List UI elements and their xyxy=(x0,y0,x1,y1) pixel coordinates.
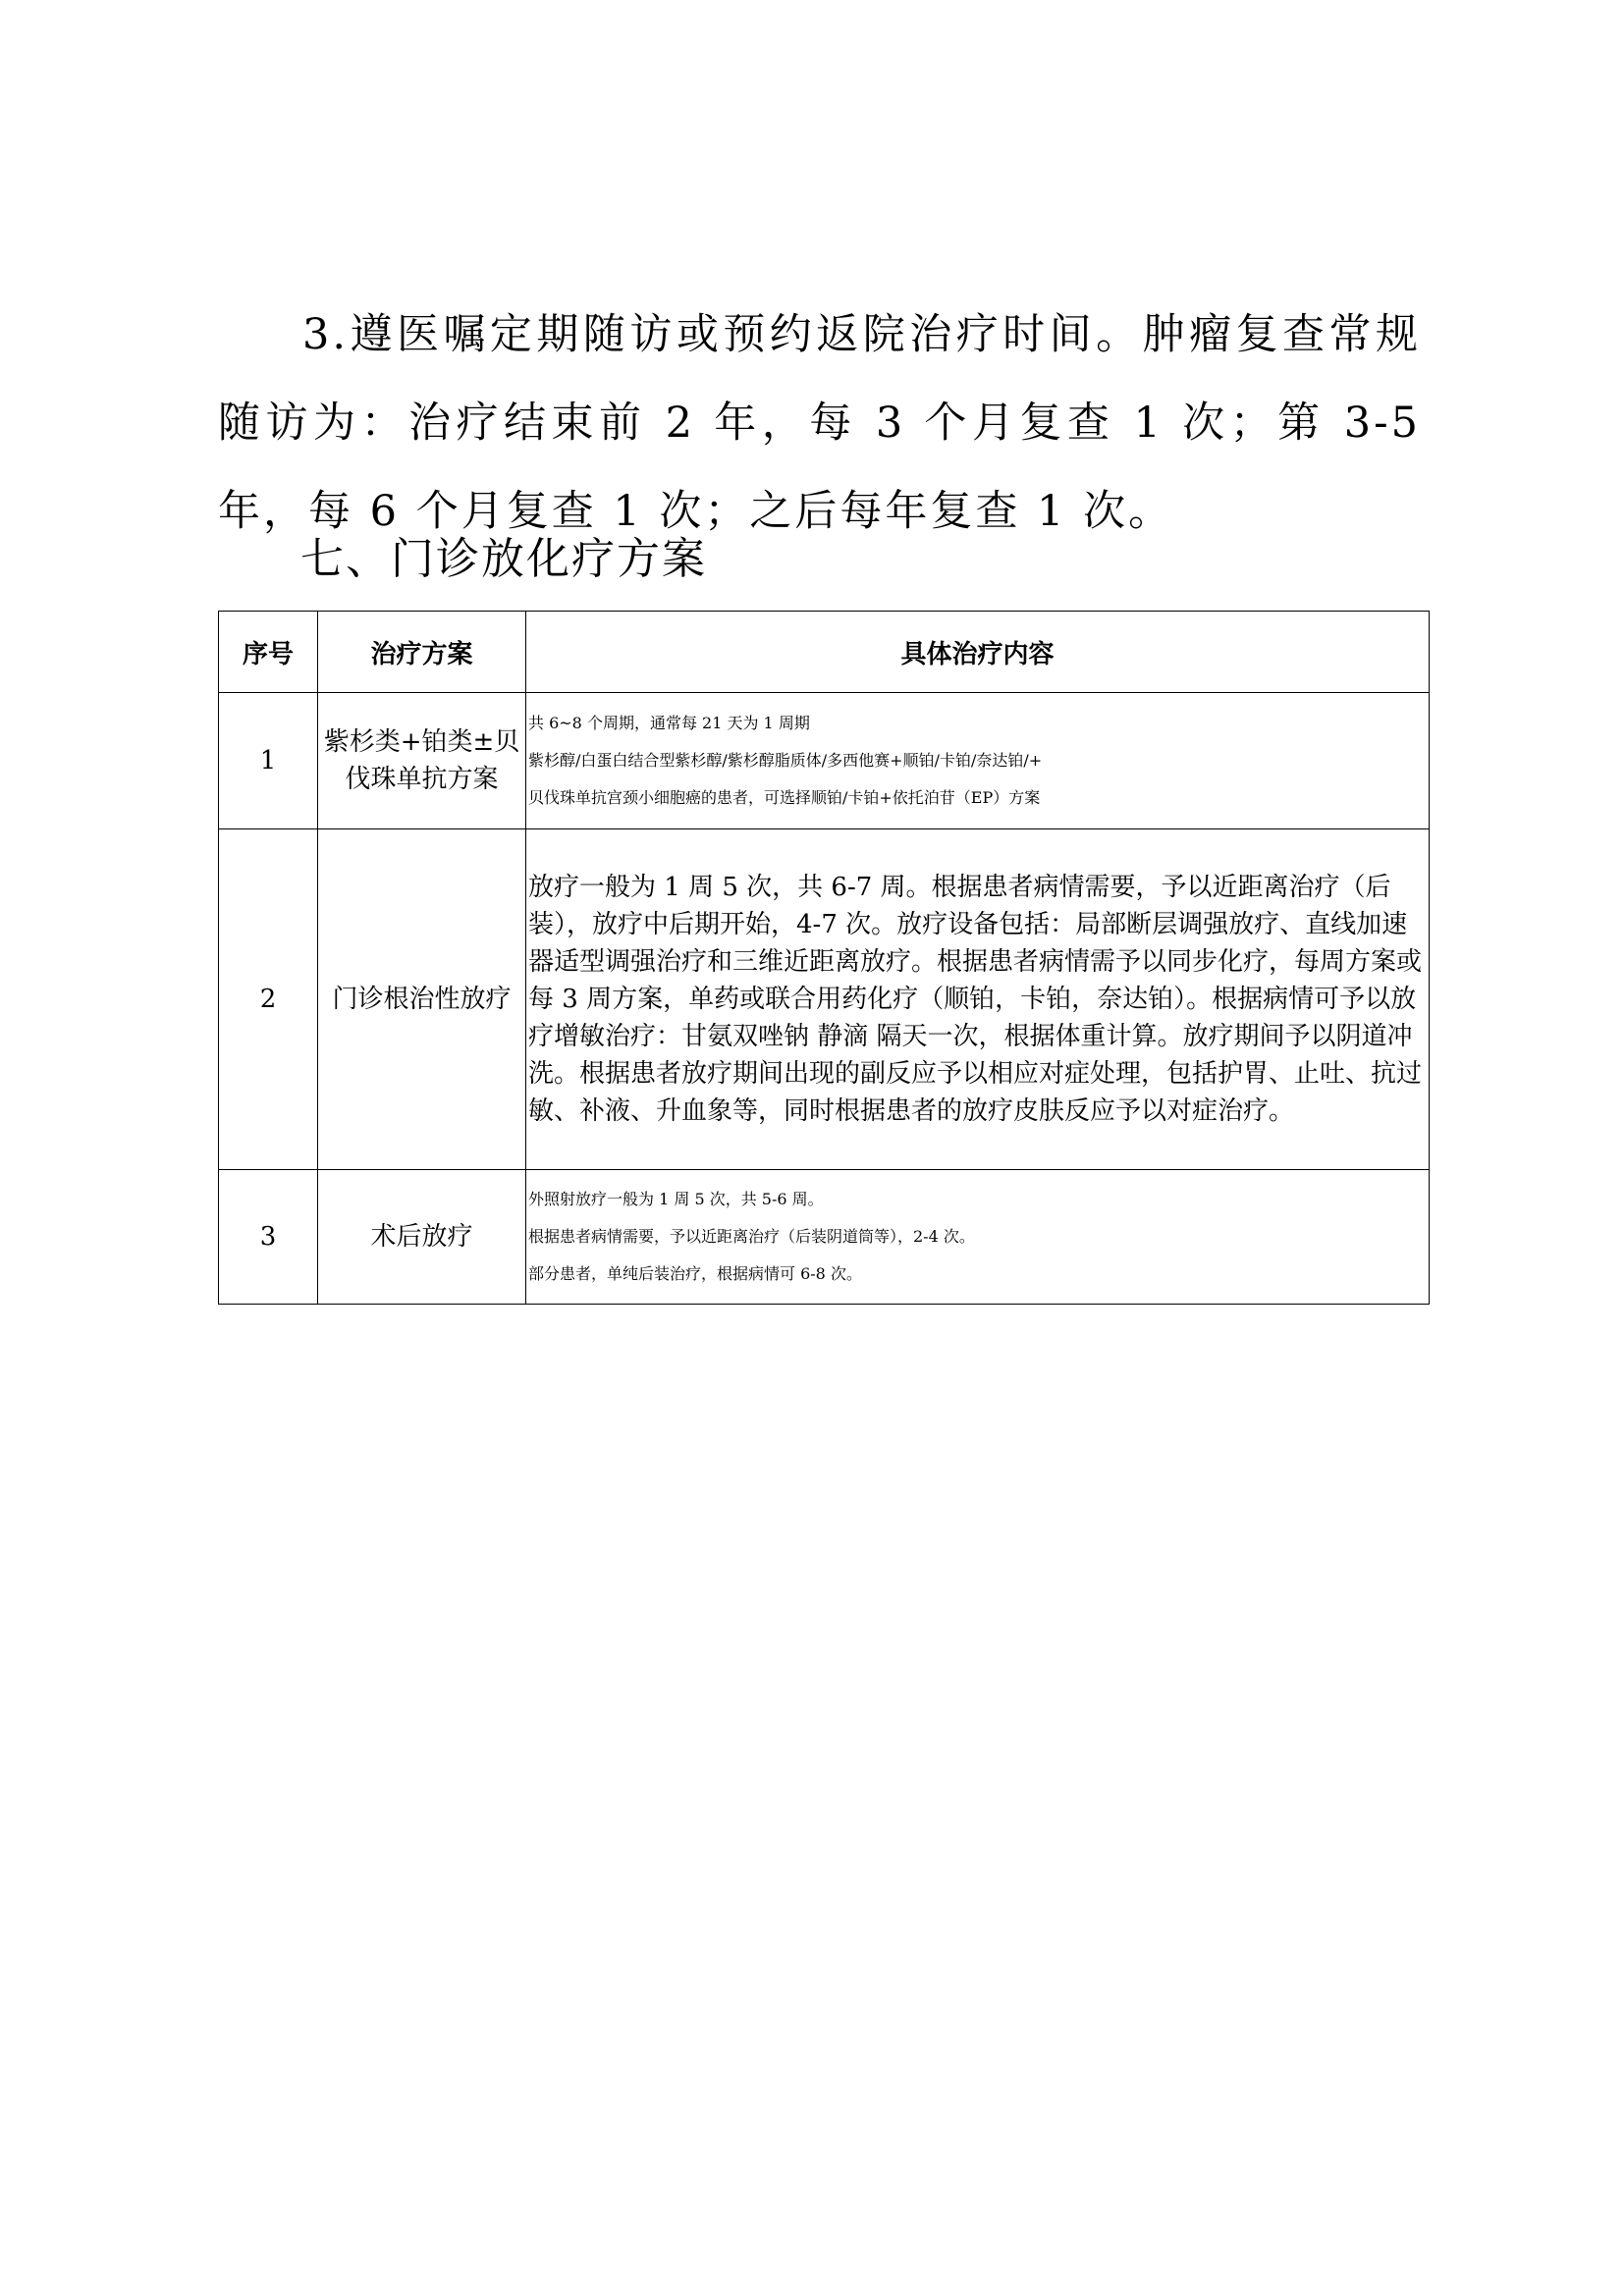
row-detail xyxy=(526,829,1430,1170)
detail-line: 紫杉醇/白蛋白结合型紫杉醇/紫杉醇脂质体/多西他赛+顺铂/卡铂/奈达铂/+ xyxy=(528,751,1043,770)
detail-line: 外照射放疗一般为 1 周 5 次，共 5-6 周。 xyxy=(528,1190,824,1208)
row-number: 1 xyxy=(219,693,318,829)
row-number: 2 xyxy=(219,829,318,1170)
row-plan-name: 术后放疗 xyxy=(318,1170,526,1305)
detail-line: 共 6~8 个周期，通常每 21 天为 1 周期 xyxy=(528,714,810,732)
detail-text: 放疗一般为 1 周 5 次，共 6-7 周。根据患者病情需要，予以近距离治疗（后装），放疗中后期开始，4-7 次。放疗设备包括：局部断层调强放疗、直线加速器适型调强治疗和三维近距离放疗。根据患者病情需予以同步化疗，每周方案或每 3 周方案，单药或联合用药化疗（顺铂，卡铂，奈达铂）。根据病情可予以放疗增敏治疗：甘氨双唑钠 静滴 隔天一次，根据体重计算。放疗期间予以阴道冲洗。根据患者放疗期间出现的副反应予以相应对症处理，包括护胃、止吐、抗过敏、补液、升血象等，同时根据患者的放疗皮肤反应予以对症治疗。 xyxy=(528,873,1423,1126)
section-heading: 七、门诊放化疗方案 xyxy=(300,534,707,584)
row-detail xyxy=(526,1170,1430,1305)
detail-line: 贝伐珠单抗宫颈小细胞癌的患者，可选择顺铂/卡铂+依托泊苷（EP）方案 xyxy=(528,788,1041,807)
detail-line: 根据患者病情需要，予以近距离治疗（后装阴道筒等），2-4 次。 xyxy=(528,1227,975,1246)
treatment-plan-table xyxy=(218,611,1430,1305)
table-row xyxy=(219,829,1430,1170)
header-plan: 治疗方案 xyxy=(318,612,526,693)
header-number: 序号 xyxy=(219,612,318,693)
header-content: 具体治疗内容 xyxy=(526,612,1430,693)
follow-up-paragraph: 3.遵医嘱定期随访或预约返院治疗时间。肿瘤复查常规随访为：治疗结束前 2 年，每 3 个月复查 1 次；第 3-5 年，每 6 个月复查 1 次；之后每年复查 1 次。 xyxy=(218,310,1421,536)
row-plan-name: 紫杉类+铂类±贝伐珠单抗方案 xyxy=(318,693,526,829)
table-header-row xyxy=(219,612,1430,693)
table-row xyxy=(219,693,1430,829)
row-number: 3 xyxy=(219,1170,318,1305)
row-detail xyxy=(526,693,1430,829)
detail-line: 部分患者，单纯后装治疗，根据病情可 6-8 次。 xyxy=(528,1264,862,1283)
table-row xyxy=(219,1170,1430,1305)
row-plan-name: 门诊根治性放疗 xyxy=(318,829,526,1170)
